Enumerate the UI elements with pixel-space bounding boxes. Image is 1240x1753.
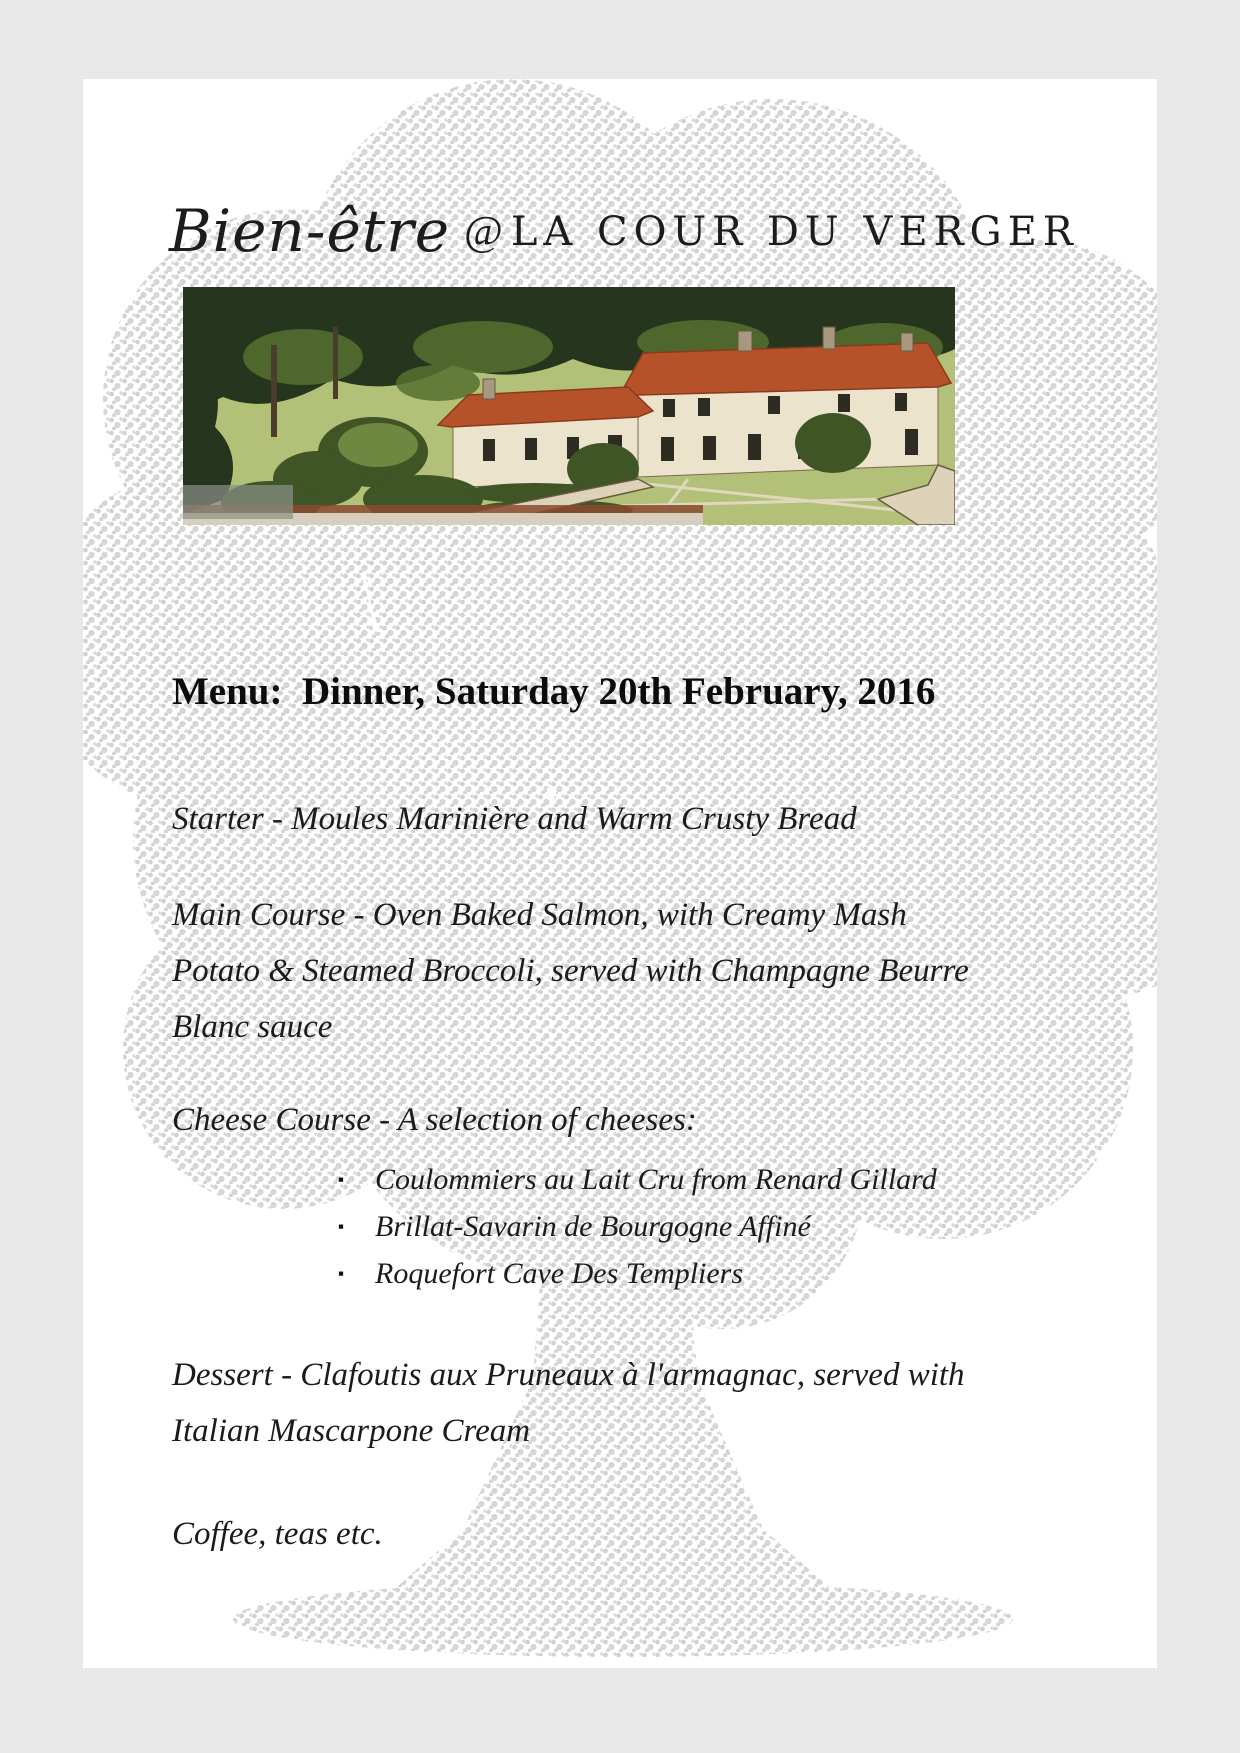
starter-line: Starter - Moules Marinière and Warm Crusty Bread [172, 801, 857, 837]
menu-page [83, 79, 1157, 1668]
bullet-square-icon: ▪ [338, 1170, 345, 1189]
water-patch [183, 485, 293, 519]
tree-trunk [333, 327, 338, 399]
dessert-line: Italian Mascarpone Cream [172, 1413, 531, 1449]
tree-trunk [271, 345, 277, 437]
coffee-line: Coffee, teas etc. [172, 1516, 383, 1552]
bush-highlight [338, 423, 418, 467]
menu-heading: Menu: Dinner, Saturday 20th February, 2016 [172, 670, 936, 713]
main-course-line: Main Course - Oven Baked Salmon, with Creamy Mash [172, 897, 907, 933]
main-course-block [172, 897, 969, 1065]
title-script-text: Bien-être [169, 197, 451, 265]
cheese-course-heading: Cheese Course - A selection of cheeses: [172, 1102, 697, 1138]
cheese-item-label: Coulommiers au Lait Cru from Renard Gillard [375, 1163, 937, 1196]
main-course-line: Potato & Steamed Broccoli, served with Champagne Beurre [172, 953, 969, 989]
cheese-list [338, 1163, 937, 1304]
cheese-item-label: Brillat-Savarin de Bourgogne Affiné [375, 1210, 811, 1243]
property-photo [183, 287, 955, 525]
farmhouse-illustration [183, 287, 955, 525]
title-caps-text: LA COUR DU VERGER [510, 209, 1079, 255]
cheese-item [338, 1257, 937, 1304]
bullet-square-icon: ▪ [338, 1264, 345, 1283]
dessert-line: Dessert - Clafoutis aux Pruneaux à l'armagnac, served with [172, 1357, 965, 1393]
cheese-item-label: Roquefort Cave Des Templiers [375, 1257, 744, 1290]
dessert-block [172, 1357, 965, 1469]
main-course-line: Blanc sauce [172, 1009, 333, 1045]
bullet-square-icon: ▪ [338, 1217, 345, 1236]
cheese-item [338, 1210, 937, 1257]
page-title [169, 197, 1079, 265]
at-symbol: @ [464, 209, 503, 255]
cheese-item [338, 1163, 937, 1210]
